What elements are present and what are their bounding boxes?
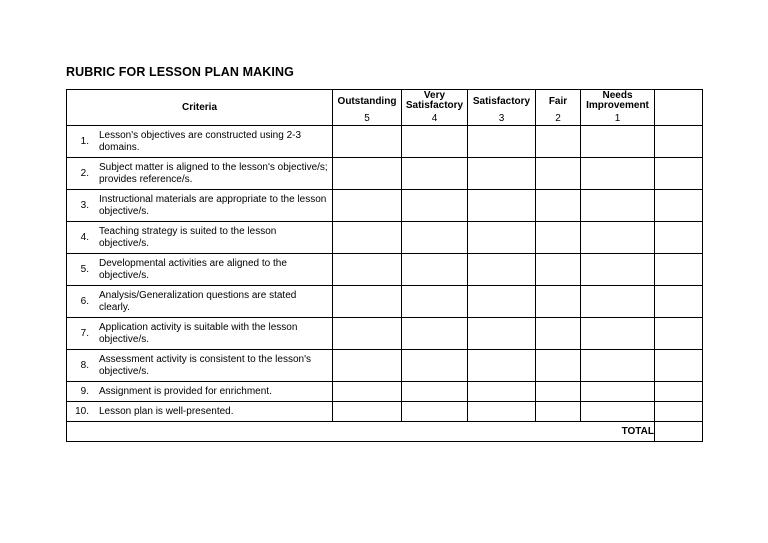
total-row (67, 422, 703, 442)
rating-cell[interactable] (468, 286, 536, 318)
rating-cell[interactable] (581, 318, 655, 350)
criterion-text: Assignment is provided for enrichment. (99, 385, 272, 397)
rating-cell[interactable] (581, 254, 655, 286)
rating-cell[interactable] (581, 126, 655, 158)
extra-header-cell (655, 90, 703, 126)
rating-cell[interactable] (536, 158, 581, 190)
rating-cell[interactable] (536, 382, 581, 402)
rating-cell[interactable] (333, 126, 402, 158)
rating-header-score: 2 (555, 113, 561, 124)
table-row (67, 402, 703, 422)
rating-cell[interactable] (402, 402, 468, 422)
rating-header-label: Very Satisfactory (405, 90, 464, 111)
row-extra-cell[interactable] (655, 222, 703, 254)
criterion-number: 9. (80, 385, 89, 397)
rating-cell[interactable] (536, 126, 581, 158)
table-row (67, 382, 703, 402)
rating-cell[interactable] (402, 158, 468, 190)
criterion-text: Analysis/Generalization questions are stated clearly. (99, 290, 297, 313)
rating-cell[interactable] (468, 254, 536, 286)
rating-cell[interactable] (333, 254, 402, 286)
criterion-number: 2. (80, 167, 89, 179)
row-extra-cell[interactable] (655, 254, 703, 286)
rating-cell[interactable] (581, 286, 655, 318)
header-row (67, 90, 703, 126)
table-row (67, 158, 703, 190)
table-row (67, 286, 703, 318)
rating-cell[interactable] (536, 190, 581, 222)
criterion-text: Assessment activity is consistent to the lesson's objective/s. (99, 354, 311, 377)
rating-cell[interactable] (581, 222, 655, 254)
criterion-text: Lesson plan is well-presented. (99, 405, 234, 417)
rating-cell[interactable] (333, 190, 402, 222)
rating-cell[interactable] (402, 126, 468, 158)
criterion-number: 4. (80, 231, 89, 243)
rating-cell[interactable] (402, 222, 468, 254)
rating-cell[interactable] (468, 222, 536, 254)
criterion-cell (67, 254, 333, 286)
rating-cell[interactable] (468, 350, 536, 382)
rating-cell[interactable] (536, 350, 581, 382)
row-extra-cell[interactable] (655, 190, 703, 222)
table-row (67, 126, 703, 158)
rating-cell[interactable] (333, 222, 402, 254)
document-title: RUBRIC FOR LESSON PLAN MAKING (66, 65, 294, 79)
rating-cell[interactable] (468, 190, 536, 222)
rating-header-fair (536, 90, 581, 126)
table-row (67, 318, 703, 350)
table-row (67, 254, 703, 286)
criterion-number: 5. (80, 263, 89, 275)
rating-cell[interactable] (468, 126, 536, 158)
row-extra-cell[interactable] (655, 350, 703, 382)
rating-header-score: 4 (431, 113, 438, 124)
rating-cell[interactable] (402, 286, 468, 318)
rating-cell[interactable] (333, 286, 402, 318)
criterion-cell (67, 402, 333, 422)
rating-cell[interactable] (333, 158, 402, 190)
rating-cell[interactable] (536, 254, 581, 286)
criterion-cell (67, 350, 333, 382)
rating-cell[interactable] (536, 222, 581, 254)
rating-header-label: Fair (548, 96, 568, 107)
criterion-cell (67, 222, 333, 254)
row-extra-cell[interactable] (655, 382, 703, 402)
rating-header-label: Outstanding (337, 96, 397, 107)
criterion-number: 3. (80, 199, 89, 211)
row-extra-cell[interactable] (655, 286, 703, 318)
criterion-cell (67, 126, 333, 158)
criterion-text: Developmental activities are aligned to the objective/s. (99, 258, 287, 281)
rating-cell[interactable] (402, 318, 468, 350)
row-extra-cell[interactable] (655, 158, 703, 190)
rating-cell[interactable] (581, 190, 655, 222)
rating-header-score: 1 (614, 113, 621, 124)
rating-cell[interactable] (333, 382, 402, 402)
rating-header-satisfactory (468, 90, 536, 126)
criteria-header-label: Criteria (181, 102, 217, 113)
criterion-cell (67, 190, 333, 222)
criterion-number: 1. (80, 135, 89, 147)
rating-header-label: Satisfactory (472, 96, 531, 107)
rating-cell[interactable] (402, 350, 468, 382)
criterion-text: Instructional materials are appropriate to the lesson objective/s. (99, 194, 327, 217)
criterion-text: Subject matter is aligned to the lesson's objective/s; provides reference/s. (99, 162, 328, 185)
rating-header-score: 5 (364, 113, 370, 124)
rating-cell[interactable] (402, 190, 468, 222)
rubric-table (66, 89, 703, 442)
criterion-cell (67, 158, 333, 190)
rating-cell[interactable] (468, 402, 536, 422)
rating-cell[interactable] (468, 158, 536, 190)
rating-cell[interactable] (581, 350, 655, 382)
rating-header-outstanding (333, 90, 402, 126)
rating-cell[interactable] (536, 402, 581, 422)
rating-cell[interactable] (581, 158, 655, 190)
criterion-text: Lesson's objectives are constructed using 2-3 domains. (99, 130, 302, 153)
rating-cell[interactable] (333, 318, 402, 350)
criterion-number: 6. (80, 295, 89, 307)
rating-cell[interactable] (581, 402, 655, 422)
row-extra-cell[interactable] (655, 318, 703, 350)
table-row (67, 190, 703, 222)
rating-header-score: 3 (498, 113, 505, 124)
criterion-cell (67, 286, 333, 318)
rating-cell[interactable] (468, 318, 536, 350)
total-value-cell[interactable] (655, 422, 703, 442)
criterion-cell (67, 382, 333, 402)
rating-header-label: Needs Improvement (586, 90, 649, 111)
criterion-text: Teaching strategy is suited to the lesson objective/s. (99, 226, 277, 249)
table-row (67, 222, 703, 254)
rating-cell[interactable] (581, 382, 655, 402)
criterion-number: 7. (80, 327, 89, 339)
rating-header-needs-improvement (581, 90, 655, 126)
rating-cell[interactable] (468, 382, 536, 402)
rating-header-very-satisfactory (402, 90, 468, 126)
rating-cell[interactable] (333, 350, 402, 382)
row-extra-cell[interactable] (655, 402, 703, 422)
row-extra-cell[interactable] (655, 126, 703, 158)
rating-cell[interactable] (333, 402, 402, 422)
rating-cell[interactable] (536, 286, 581, 318)
total-label: TOTAL (67, 422, 655, 442)
criterion-cell (67, 318, 333, 350)
criteria-header (67, 90, 333, 126)
rating-cell[interactable] (536, 318, 581, 350)
table-row (67, 350, 703, 382)
rating-cell[interactable] (402, 382, 468, 402)
criterion-number: 8. (80, 359, 89, 371)
rating-cell[interactable] (402, 254, 468, 286)
criterion-number: 10. (75, 405, 89, 417)
criterion-text: Application activity is suitable with the lesson objective/s. (99, 322, 298, 345)
